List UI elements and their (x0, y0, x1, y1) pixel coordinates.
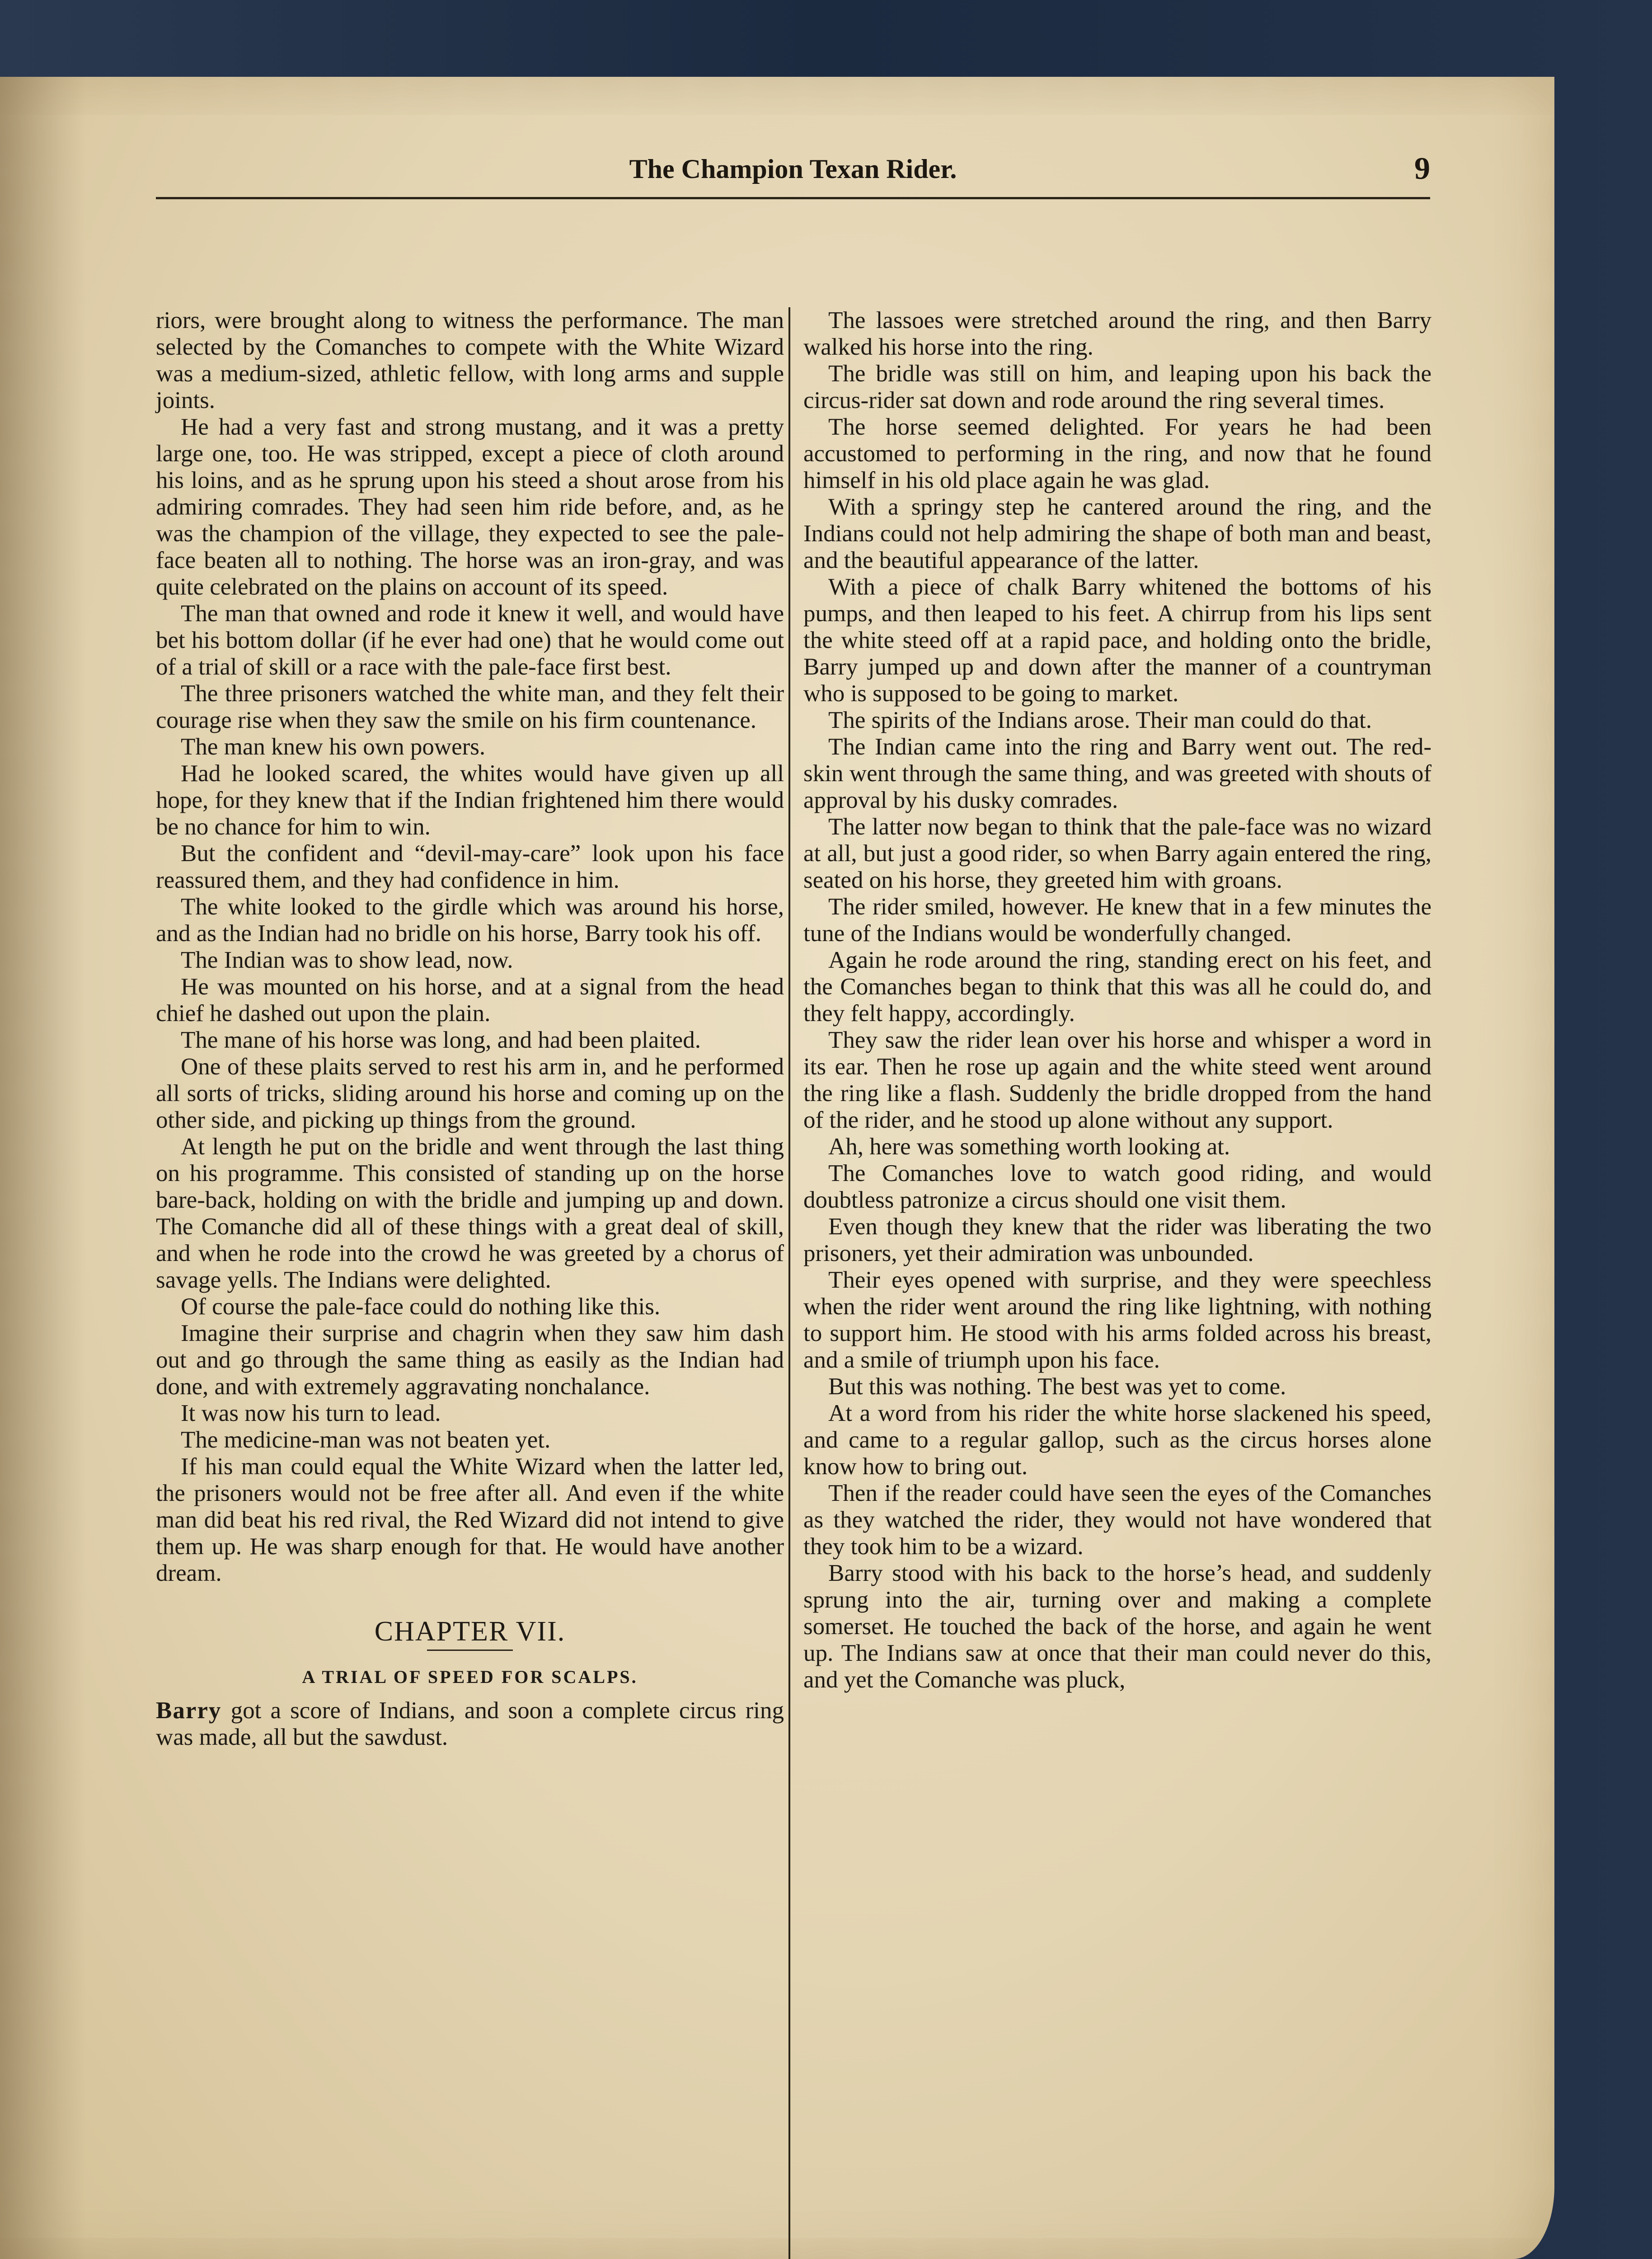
chapter-heading: CHAPTER VII. (374, 1616, 566, 1647)
paragraph: Even though they knew that the rider was liberating the two prisoners, yet their admiration was unbounded. (803, 1214, 1431, 1266)
paragraph: The man knew his own powers. (181, 734, 486, 760)
paragraph: The Indian came into the ring and Barry went out. The red-skin went through the same thing, and was greeted with shouts of approval by his dusky comrades. (803, 734, 1431, 813)
paragraph: Barry stood with his back to the horse’s head, and suddenly sprung into the air, turning over and making a complete somerset. He touched the back of the horse, and again he went up. The Indians saw at once that their man could never do this, and yet the Comanche was pluck, (803, 1560, 1431, 1693)
chapter-opening-text: got a score of Indians, and soon a complete circus ring was made, all but the sawdust. (156, 1697, 784, 1750)
paragraph: If his man could equal the White Wizard when the latter led, the prisoners would not be free after all. And even if the white man did beat his red rival, the Red Wizard did not intend to give them up. He was sharp enough for that. He would have another dream. (156, 1453, 784, 1586)
paragraph: But the confident and “devil-may-care” look upon his face reassured them, and they had confidence in him. (156, 840, 784, 893)
page-number: 9 (1414, 151, 1430, 186)
paragraph: With a springy step he cantered around the ring, and the Indians could not help admiring the shape of both man and beast, and the beautiful appearance of the latter. (803, 494, 1431, 573)
paragraph: At a word from his rider the white horse slackened his speed, and came to a regular gallop, such as the circus horses alone know how to bring out. (803, 1400, 1431, 1480)
paragraph: With a piece of chalk Barry whitened the bottoms of his pumps, and then leaped to his feet. A chirrup from his lips sent the white steed off at a rapid pace, and holding onto the bridle, Barry jumped up and down after the manner of a countryman who is supposed to be going to market. (803, 574, 1431, 707)
paragraph: The man that owned and rode it knew it well, and would have bet his bottom dollar (if he ever had one) that he would come out of a trial of skill or a race with the pale-face first best. (156, 600, 784, 680)
paragraph: The lassoes were stretched around the ring, and then Barry walked his horse into the ring. (803, 307, 1431, 360)
page-header (156, 151, 1430, 244)
paragraph: Ah, here was something worth looking at. (828, 1134, 1230, 1160)
paragraph: The Comanches love to watch good riding, and would doubtless patronize a circus should one visit them. (803, 1160, 1431, 1213)
paragraph: At length he put on the bridle and went through the last thing on his programme. This consisted of standing up on the horse bare-back, holding on with the bridle and jumping up and down. The Comanche did all of these things with a great deal of skill, and when he rode into the crowd he was greeted by a chorus of savage yells. The Indians were delighted. (156, 1134, 784, 1293)
column-divider (788, 307, 790, 2259)
paragraph: The rider smiled, however. He knew that in a few minutes the tune of the Indians would be wonderfully changed. (803, 894, 1431, 947)
paragraph: They saw the rider lean over his horse and whisper a word in its ear. Then he rose up again and the white steed went around the ring like a flash. Suddenly the bridle dropped from the hand of the rider, and he stood up alone without any support. (803, 1027, 1431, 1133)
paragraph: Their eyes opened with surprise, and they were speechless when the rider went around the ring like lightning, with nothing to support him. He stood with his arms folded across his breast, and a smile of triumph upon his face. (803, 1267, 1431, 1373)
chapter-subtitle: A TRIAL OF SPEED FOR SCALPS. (302, 1667, 638, 1687)
chapter-rule (427, 1650, 513, 1651)
paragraph: The Indian was to show lead, now. (181, 947, 513, 973)
paragraph: The three prisoners watched the white man, and they felt their courage rise when they saw the smile on his firm countenance. (156, 680, 784, 733)
paragraph: Had he looked scared, the whites would have given up all hope, for they knew that if the Indian frightened him there would be no chance for him to win. (156, 760, 784, 840)
chapter-opening-paragraph (156, 1697, 784, 1751)
paragraph: He had a very fast and strong mustang, and it was a pretty large one, too. He was stripped, except a piece of cloth around his loins, and as he sprung upon his steed a shout arose from his admiring comrades. They had seen him ride before, and, as he was the champion of the village, they expected to see the pale-face beaten all to nothing. The horse was an iron-gray, and was quite celebrated on the plains on account of its speed. (156, 414, 784, 600)
running-title: The Champion Texan Rider. (629, 154, 957, 184)
paragraph: The mane of his horse was long, and had been plaited. (181, 1027, 701, 1053)
paragraph: The horse seemed delighted. For years he had been accustomed to performing in the ring, and now that he found himself in his old place again he was glad. (803, 414, 1431, 493)
paragraph: It was now his turn to lead. (181, 1400, 441, 1426)
left-column (156, 307, 784, 1751)
paragraph: Imagine their surprise and chagrin when they saw him dash out and go through the same thing as easily as the Indian had done, and with extremely aggravating nonchalance. (156, 1320, 784, 1400)
paragraph: Of course the pale-face could do nothing like this. (181, 1294, 661, 1320)
right-column (803, 307, 1431, 1693)
paragraph: The latter now began to think that the pale-face was no wizard at all, but just a good rider, so when Barry again entered the ring, seated on his horse, they greeted him with groans. (803, 814, 1431, 893)
paragraph: Again he rode around the ring, standing erect on his feet, and the Comanches began to think that this was all he could do, and they felt happy, accordingly. (803, 947, 1431, 1026)
paragraph: He was mounted on his horse, and at a signal from the head chief he dashed out upon the plain. (156, 974, 784, 1026)
paragraph: But this was nothing. The best was yet to come. (828, 1373, 1286, 1400)
paragraph: One of these plaits served to rest his arm in, and he performed all sorts of tricks, sliding around his horse and coming up on the other side, and picking up things from the ground. (156, 1054, 784, 1133)
paragraph: The spirits of the Indians arose. Their man could do that. (828, 707, 1372, 733)
paragraph: The bridle was still on him, and leaping upon his back the circus-rider sat down and rode around the ring several times. (803, 361, 1431, 413)
paragraph: The white looked to the girdle which was around his horse, and as the Indian had no bridle on his horse, Barry took his off. (156, 894, 784, 947)
spine-shadow (0, 77, 86, 2259)
paragraph: riors, were brought along to witness the performance. The man selected by the Comanches to compete with the White Wizard was a medium-sized, athletic fellow, with long arms and supple joints. (156, 307, 784, 413)
drop-word: Barry (156, 1697, 222, 1724)
paragraph: The medicine-man was not beaten yet. (181, 1427, 551, 1453)
paragraph: Then if the reader could have seen the eyes of the Comanches as they watched the rider, they would not have wondered that they took him to be a wizard. (803, 1480, 1431, 1560)
header-rule (156, 197, 1430, 199)
